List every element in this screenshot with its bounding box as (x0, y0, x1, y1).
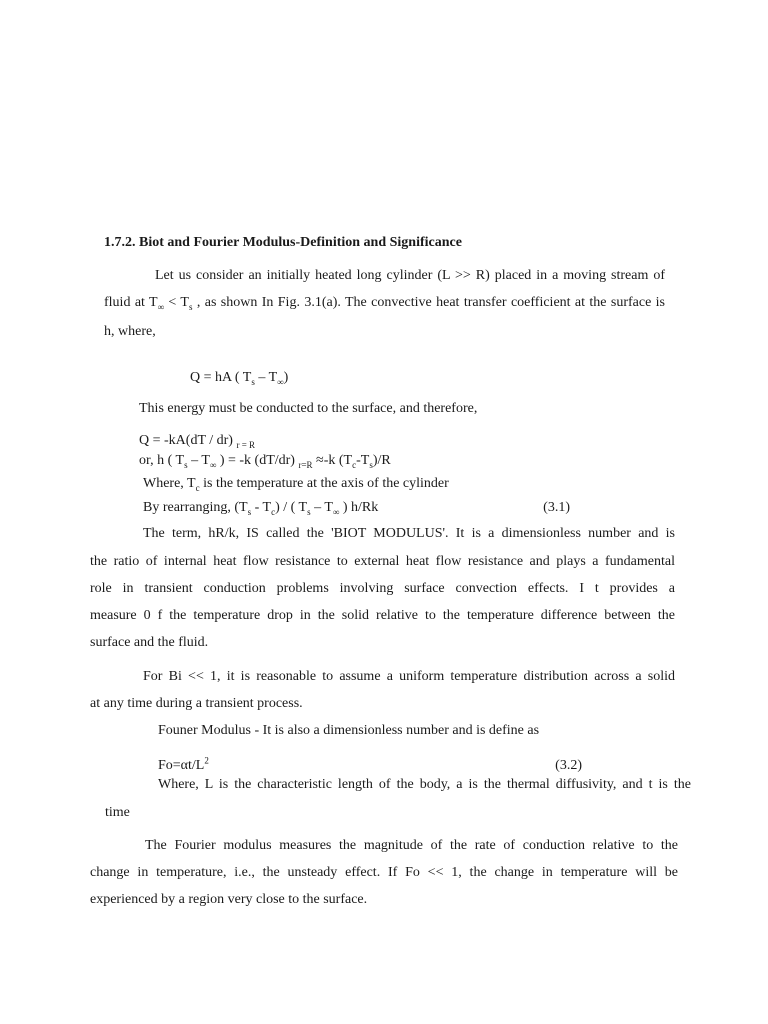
equation-balance: or, h ( $T_s - T_\infty$ ) = -k (dT/dr) $_{r=R}$ ≈-k $(T_c-T_s)/R$ (139, 453, 391, 470)
intro-line-1: Let us consider an initially heated long cylinder (L >> R) placed in a moving stream of (155, 268, 665, 283)
biot-line-2: the ratio of internal heat flow resistance to external heat flow resistance and plays a fundamental (90, 554, 675, 569)
equation-conduction: Q = -kA(dT / dr) $_{r = R}$ (139, 433, 256, 450)
biot-line-3: role in transient conduction problems involving surface convection effects. I t provides a (90, 581, 675, 596)
equation-rearranged: By rearranging, $(T_s - T_c)$ / ( $T_s - T_\infty$ ) h/Rk (3.1) (143, 500, 570, 517)
equation-fourier: $Fo=\alpha t/L^2$ (3.2) (158, 755, 582, 773)
equation-convection: Q = hA ( $T_s - T_\infty$) (190, 370, 289, 387)
fourier-intro-line: Founer Modulus - It is also a dimensionless number and is define as (158, 723, 540, 738)
biot-line-4: measure 0 f the temperature drop in the solid relative to the temperature difference between the (90, 608, 675, 623)
fourier-line-1: The Fourier modulus measures the magnitude of the rate of conduction relative to the (145, 838, 678, 853)
equation-number-3-2: (3.2) (555, 758, 582, 773)
fourier-line-2: change in temperature, i.e., the unsteady effect. If Fo << 1, the change in temperature will be (90, 865, 678, 880)
where-l-line: Where, L is the characteristic length of the body, a is the thermal diffusivity, and t is the (158, 777, 691, 792)
biot-line-5: surface and the fluid. (90, 635, 209, 650)
conducted-line: This energy must be conducted to the surface, and therefore, (139, 401, 478, 416)
bi-line-2: at any time during a transient process. (90, 696, 303, 711)
where-tc-line: Where, $T_c$ is the temperature at the axis of the cylinder (143, 476, 449, 493)
section-heading: 1.7.2. Biot and Fourier Modulus-Definition and Significance (104, 235, 462, 250)
biot-line-1: The term, hR/k, IS called the 'BIOT MODULUS'. It is a dimensionless number and is (143, 526, 675, 541)
intro-line-3: h, where, (104, 324, 156, 339)
bi-line-1: For Bi << 1, it is reasonable to assume a uniform temperature distribution across a solid (143, 669, 675, 684)
time-word: time (105, 805, 130, 820)
equation-number-3-1: (3.1) (543, 500, 570, 515)
intro-line-2: fluid at $T_\infty < T_s$ , as shown In Fig. 3.1(a). The convective heat transfer coefficient at the surface is (104, 295, 666, 312)
fourier-line-3: experienced by a region very close to the surface. (90, 892, 368, 907)
